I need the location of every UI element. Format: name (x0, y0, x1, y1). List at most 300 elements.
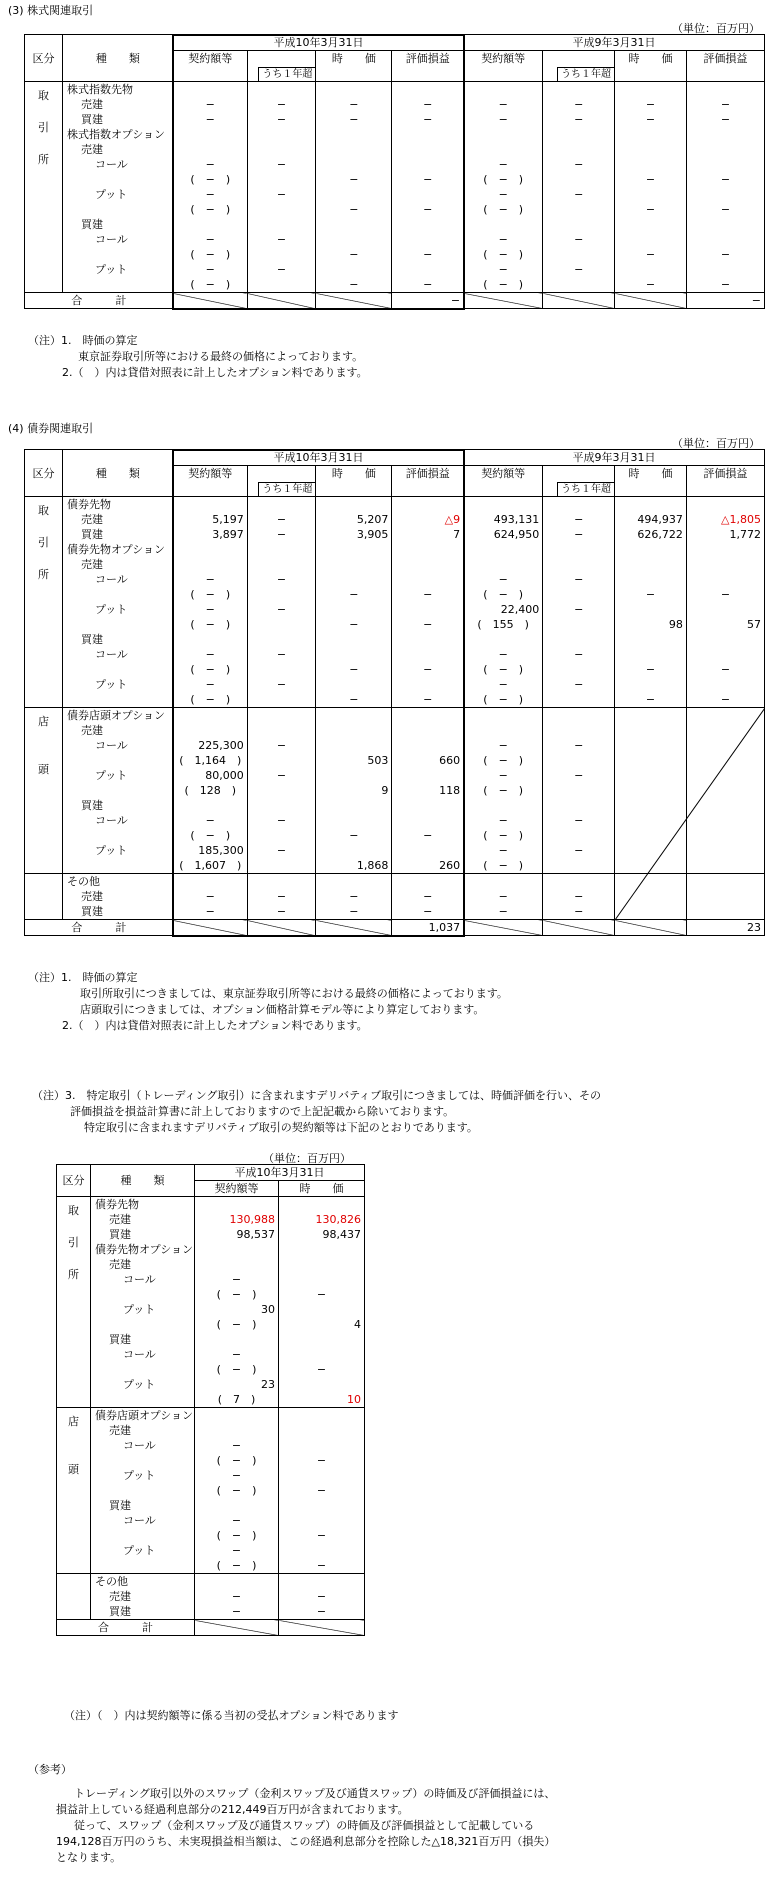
value-cell: − (615, 247, 687, 262)
value-cell: ( 155 ) (464, 617, 543, 632)
hdr-uchi-label: うち１年超 (557, 67, 614, 81)
row-label: プット (91, 1302, 195, 1317)
value-cell (173, 217, 247, 232)
value-cell (543, 632, 615, 647)
value-cell (686, 843, 764, 858)
value-cell (279, 1543, 365, 1558)
value-cell (392, 262, 464, 277)
value-cell (543, 708, 615, 724)
table-row (57, 1483, 365, 1498)
value-cell: − (392, 587, 464, 602)
hdr-kubun: 区分 (25, 450, 63, 497)
value-cell: − (173, 112, 247, 127)
value-cell: − (247, 512, 316, 527)
total-cell: 23 (686, 920, 764, 936)
value-cell (173, 542, 247, 557)
value-cell (173, 142, 247, 157)
value-cell (316, 232, 392, 247)
hdr-uchi (543, 66, 615, 82)
ref-line-3: 従って、スワップ（金利スワップ及び通貨スワップ）の時価及び評価損益として記載している (74, 1819, 535, 1832)
value-cell: − (686, 692, 764, 708)
value-cell (615, 858, 687, 874)
value-cell (615, 187, 687, 202)
row-label (63, 617, 174, 632)
value-cell (247, 662, 316, 677)
table-row (25, 723, 765, 738)
value-cell (247, 828, 316, 843)
value-cell: − (247, 112, 316, 127)
category-cell (25, 874, 63, 920)
table-row (25, 828, 765, 843)
value-cell (173, 874, 247, 890)
value-cell: ( − ) (173, 247, 247, 262)
category-cell (57, 1574, 91, 1620)
value-cell: − (543, 97, 615, 112)
table-row (25, 157, 765, 172)
value-cell (392, 602, 464, 617)
row-label: プット (63, 768, 174, 783)
value-cell (615, 798, 687, 813)
row-label (63, 753, 174, 768)
value-cell: − (316, 112, 392, 127)
value-cell (543, 142, 615, 157)
value-cell: − (543, 157, 615, 172)
value-cell (279, 1332, 365, 1347)
value-cell (247, 557, 316, 572)
value-cell (543, 828, 615, 843)
value-cell (543, 723, 615, 738)
row-label (63, 202, 174, 217)
value-cell (543, 858, 615, 874)
value-cell: − (316, 277, 392, 293)
table-row (25, 557, 765, 572)
value-cell (686, 783, 764, 798)
row-label: コール (91, 1438, 195, 1453)
category-cell: 取 引 所 (25, 497, 63, 708)
trading-derivatives-table (56, 1164, 365, 1636)
bond-derivatives-table (24, 449, 765, 936)
ref-title: （参考） (28, 1763, 72, 1776)
value-cell: 5,197 (173, 512, 247, 527)
value-cell: − (247, 527, 316, 542)
total-cell (247, 920, 316, 936)
value-cell (247, 172, 316, 187)
row-label: 売建 (91, 1423, 195, 1438)
table-row (57, 1377, 365, 1392)
value-cell: 225,300 (173, 738, 247, 753)
value-cell (195, 1197, 279, 1213)
value-cell (686, 798, 764, 813)
hdr-blank (316, 66, 392, 82)
table-row (25, 904, 765, 920)
value-cell (615, 542, 687, 557)
value-cell (543, 798, 615, 813)
value-cell: − (464, 889, 543, 904)
table-row (57, 1242, 365, 1257)
value-cell: − (279, 1362, 365, 1377)
value-cell: ( − ) (173, 617, 247, 632)
value-cell (392, 572, 464, 587)
table-row (57, 1212, 365, 1227)
table-row (25, 512, 765, 527)
value-cell (615, 232, 687, 247)
row-label: 売建 (91, 1589, 195, 1604)
value-cell: 57 (686, 617, 764, 632)
hdr-period-prior: 平成9年3月31日 (464, 450, 765, 466)
value-cell: − (615, 202, 687, 217)
value-cell (316, 768, 392, 783)
row-label (63, 858, 174, 874)
row-label: コール (63, 813, 174, 828)
value-cell (543, 202, 615, 217)
row-label: 株式指数先物 (63, 82, 174, 98)
value-cell (279, 1408, 365, 1424)
value-cell (195, 1574, 279, 1590)
hdr-period-current: 平成10年3月31日 (173, 450, 463, 466)
total-cell (615, 293, 687, 309)
value-cell: − (392, 828, 464, 843)
table-row (25, 858, 765, 874)
value-cell (195, 1257, 279, 1272)
value-cell: − (316, 662, 392, 677)
value-cell (279, 1257, 365, 1272)
value-cell (316, 142, 392, 157)
value-cell (543, 542, 615, 557)
value-cell: ( − ) (464, 277, 543, 293)
row-label (63, 783, 174, 798)
value-cell (392, 497, 464, 513)
hdr-jika: 時 価 (316, 51, 392, 67)
row-label: 債券先物 (91, 1197, 195, 1213)
value-cell: − (686, 202, 764, 217)
value-cell: 98,437 (279, 1227, 365, 1242)
note3-line-1: （注）3. 特定取引（トレーディング取引）に含まれますデリバティブ取引につきましては、時価評価を行い、その (32, 1089, 601, 1102)
value-cell (464, 798, 543, 813)
value-cell (686, 542, 764, 557)
value-cell (247, 798, 316, 813)
value-cell: ( − ) (173, 692, 247, 708)
value-cell (279, 1347, 365, 1362)
value-cell (464, 217, 543, 232)
value-cell: − (543, 768, 615, 783)
row-label (63, 277, 174, 293)
value-cell: − (392, 889, 464, 904)
value-cell: ( − ) (464, 858, 543, 874)
value-cell: ( − ) (195, 1453, 279, 1468)
value-cell: − (543, 527, 615, 542)
value-cell: 23 (195, 1377, 279, 1392)
value-cell (686, 904, 764, 920)
sec3-note-2: 2.（ ）内は貸借対照表に計上したオプション料であります。 (62, 366, 368, 379)
value-cell (247, 874, 316, 890)
table-row (25, 889, 765, 904)
row-label (63, 172, 174, 187)
value-cell: 10 (279, 1392, 365, 1408)
row-label: プット (63, 187, 174, 202)
hdr-keiyaku: 契約額等 (173, 51, 247, 67)
value-cell (686, 768, 764, 783)
value-cell (279, 1574, 365, 1590)
value-cell (543, 557, 615, 572)
value-cell: 130,988 (195, 1212, 279, 1227)
note3-line-2: 評価損益を損益計算書に計上しておりますので上記記載から除いております。 (70, 1105, 455, 1118)
value-cell (392, 157, 464, 172)
value-cell: − (392, 617, 464, 632)
value-cell: − (464, 157, 543, 172)
value-cell: − (392, 172, 464, 187)
value-cell: − (195, 1513, 279, 1528)
value-cell (247, 82, 316, 98)
value-cell: − (464, 112, 543, 127)
table-row (57, 1302, 365, 1317)
value-cell (247, 497, 316, 513)
value-cell (543, 753, 615, 768)
value-cell (173, 82, 247, 98)
row-label: 債券先物オプション (63, 542, 174, 557)
value-cell: − (543, 602, 615, 617)
value-cell (686, 708, 764, 724)
value-cell: − (195, 1347, 279, 1362)
value-cell: − (543, 572, 615, 587)
value-cell (316, 217, 392, 232)
value-cell (247, 723, 316, 738)
value-cell (464, 142, 543, 157)
value-cell: − (615, 277, 687, 293)
value-cell (615, 497, 687, 513)
value-cell (686, 632, 764, 647)
row-label: 売建 (63, 97, 174, 112)
value-cell: − (686, 172, 764, 187)
hdr-jika: 時 価 (279, 1181, 365, 1197)
value-cell (247, 783, 316, 798)
hdr-keiyaku: 契約額等 (464, 466, 543, 482)
hdr-blank (464, 66, 543, 82)
row-label: プット (63, 843, 174, 858)
value-cell (316, 262, 392, 277)
value-cell (686, 677, 764, 692)
value-cell: − (247, 647, 316, 662)
value-cell (615, 889, 687, 904)
value-cell: − (392, 277, 464, 293)
value-cell: − (464, 677, 543, 692)
hdr-shurui: 種 類 (63, 35, 174, 82)
hdr-blank (464, 481, 543, 497)
value-cell (615, 632, 687, 647)
value-cell: − (543, 647, 615, 662)
value-cell: − (195, 1589, 279, 1604)
table-row (57, 1528, 365, 1543)
value-cell: 260 (392, 858, 464, 874)
value-cell: − (686, 97, 764, 112)
value-cell: 493,131 (464, 512, 543, 527)
hdr-jika: 時 価 (316, 466, 392, 482)
value-cell (686, 874, 764, 890)
row-label: コール (63, 647, 174, 662)
value-cell: − (615, 587, 687, 602)
value-cell: − (195, 1438, 279, 1453)
value-cell: − (173, 157, 247, 172)
value-cell (392, 813, 464, 828)
value-cell (392, 798, 464, 813)
hdr-blank (615, 66, 687, 82)
value-cell: − (686, 587, 764, 602)
value-cell (464, 82, 543, 98)
hdr-uchi-label: うち１年超 (258, 482, 315, 496)
value-cell (686, 127, 764, 142)
value-cell: − (392, 202, 464, 217)
value-cell (615, 768, 687, 783)
row-label (91, 1528, 195, 1543)
table-row (57, 1498, 365, 1513)
value-cell (392, 708, 464, 724)
value-cell (615, 828, 687, 843)
row-label: コール (63, 232, 174, 247)
value-cell: ( − ) (173, 202, 247, 217)
ref-line-5: となります。 (56, 1851, 122, 1864)
sec3-note-1: （注）1. 時価の算定 (28, 334, 138, 347)
row-label: 買建 (63, 632, 174, 647)
table-row (25, 783, 765, 798)
hdr-keiyaku: 契約額等 (195, 1181, 279, 1197)
value-cell: − (392, 112, 464, 127)
value-cell (247, 542, 316, 557)
total-cell (173, 920, 247, 936)
table-row (25, 632, 765, 647)
value-cell (392, 232, 464, 247)
value-cell: ( 1,607 ) (173, 858, 247, 874)
hdr-blank (316, 481, 392, 497)
value-cell: − (543, 904, 615, 920)
table-row (57, 1423, 365, 1438)
value-cell (316, 843, 392, 858)
value-cell (316, 677, 392, 692)
value-cell: − (464, 232, 543, 247)
value-cell (195, 1498, 279, 1513)
value-cell: ( − ) (173, 587, 247, 602)
value-cell (279, 1302, 365, 1317)
value-cell: − (247, 187, 316, 202)
table-row (25, 527, 765, 542)
row-label: 債券店頭オプション (63, 708, 174, 724)
value-cell (173, 723, 247, 738)
value-cell (686, 858, 764, 874)
table-row (25, 662, 765, 677)
sec3-title: (3) 株式関連取引 (8, 4, 94, 17)
value-cell (686, 828, 764, 843)
stock-derivatives-table (24, 34, 765, 309)
table-row (25, 572, 765, 587)
value-cell: ( 128 ) (173, 783, 247, 798)
value-cell: 5,207 (316, 512, 392, 527)
table-row (57, 1604, 365, 1620)
value-cell: − (686, 247, 764, 262)
value-cell (173, 632, 247, 647)
value-cell: 118 (392, 783, 464, 798)
value-cell: ( − ) (195, 1483, 279, 1498)
note3-line-3: 特定取引に含まれますデリバティブ取引の契約額等は下記のとおりであります。 (84, 1121, 478, 1134)
value-cell (686, 813, 764, 828)
value-cell: − (247, 157, 316, 172)
value-cell (615, 813, 687, 828)
value-cell (195, 1423, 279, 1438)
value-cell (686, 497, 764, 513)
value-cell: − (173, 572, 247, 587)
value-cell (316, 874, 392, 890)
table-row (25, 692, 765, 708)
hdr-uchi (543, 481, 615, 497)
total-label: 合 計 (25, 920, 174, 936)
value-cell (615, 82, 687, 98)
value-cell (615, 723, 687, 738)
value-cell: − (173, 232, 247, 247)
value-cell: − (392, 692, 464, 708)
row-label: プット (91, 1543, 195, 1558)
value-cell (392, 187, 464, 202)
value-cell (316, 738, 392, 753)
row-label: 買建 (91, 1332, 195, 1347)
value-cell: 624,950 (464, 527, 543, 542)
value-cell (316, 723, 392, 738)
row-label (91, 1483, 195, 1498)
value-cell (543, 874, 615, 890)
value-cell: − (464, 97, 543, 112)
value-cell: − (464, 904, 543, 920)
value-cell (279, 1377, 365, 1392)
hdr-uchi (247, 481, 316, 497)
value-cell (686, 557, 764, 572)
value-cell: − (543, 232, 615, 247)
hdr-period: 平成10年3月31日 (195, 1165, 365, 1181)
value-cell: − (173, 187, 247, 202)
value-cell: − (195, 1543, 279, 1558)
table-row (25, 813, 765, 828)
hdr-hyoka: 評価損益 (686, 466, 764, 482)
value-cell: − (316, 247, 392, 262)
table-row (25, 843, 765, 858)
value-cell: 30 (195, 1302, 279, 1317)
value-cell (316, 82, 392, 98)
total-cell (543, 920, 615, 936)
value-cell (392, 557, 464, 572)
value-cell (686, 572, 764, 587)
value-cell: − (173, 647, 247, 662)
value-cell: − (316, 202, 392, 217)
table-row (57, 1317, 365, 1332)
value-cell: 503 (316, 753, 392, 768)
hdr-jika: 時 価 (615, 51, 687, 67)
hdr-blank (686, 66, 764, 82)
row-label: その他 (63, 874, 174, 890)
value-cell (316, 497, 392, 513)
row-label: 買建 (63, 904, 174, 920)
value-cell (247, 277, 316, 293)
value-cell: − (247, 889, 316, 904)
value-cell (615, 217, 687, 232)
hdr-keiyaku: 契約額等 (173, 466, 247, 482)
row-label: 売建 (91, 1212, 195, 1227)
value-cell: ( 1,164 ) (173, 753, 247, 768)
value-cell: − (686, 277, 764, 293)
value-cell (686, 738, 764, 753)
value-cell (173, 798, 247, 813)
value-cell (615, 738, 687, 753)
value-cell: − (279, 1453, 365, 1468)
value-cell (686, 142, 764, 157)
ref-line-1: トレーディング取引以外のスワップ（金利スワップ及び通貨スワップ）の時価及び評価損益には、 (74, 1787, 556, 1800)
value-cell: − (543, 187, 615, 202)
value-cell (392, 127, 464, 142)
hdr-blank (615, 481, 687, 497)
